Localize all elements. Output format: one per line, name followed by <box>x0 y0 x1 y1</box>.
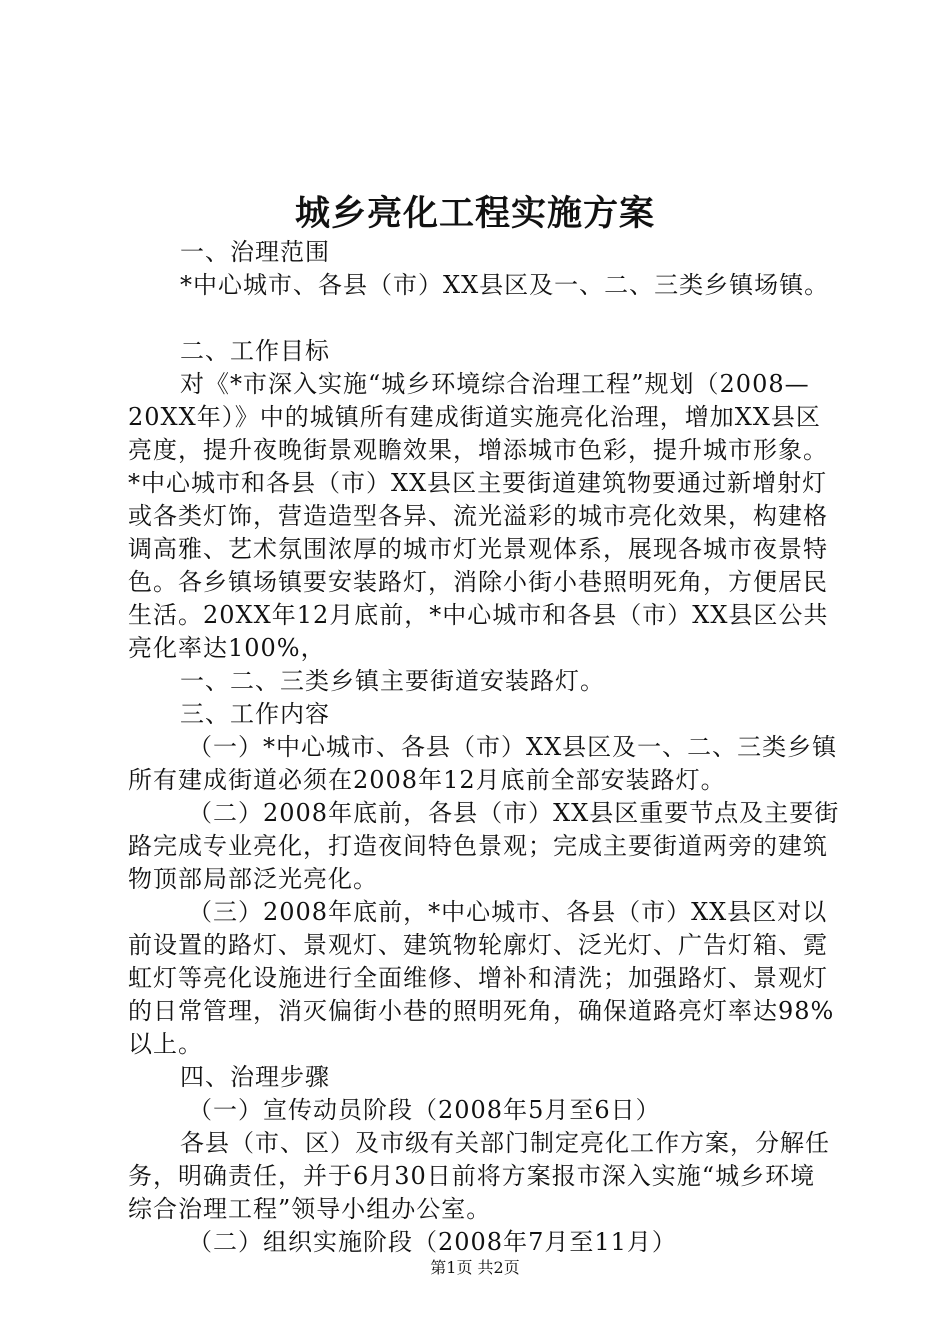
paragraph-gap <box>128 302 840 335</box>
page-footer: 第1页 共2页 <box>430 1258 520 1277</box>
paragraph-goals: 对《*市深入实施“城乡环境综合治理工程”规划（2008—20XX年）》中的城镇所有建成街道实施亮化治理，增加XX县区亮度，提升夜晚街景观瞻效果，增添城市色彩，提升城市形象。*中心城市和各县（市）XX县区主要街道建筑物要通过新增射灯或各类灯饰，营造造型各异、流光溢彩的城市亮化效果，构建格调高雅、艺术氛围浓厚的城市灯光景观体系，展现各城市夜景特色。各乡镇场镇要安装路灯，消除小街小巷照明死角，方便居民生活。20XX年12月底前，*中心城市和各县（市）XX县区公共亮化率达100%， <box>128 370 829 662</box>
paragraph-scope: *中心城市、各县（市）XX县区及一、二、三类乡镇场镇。 <box>180 271 830 299</box>
section-heading-scope: 一、治理范围 <box>180 238 330 266</box>
document-title: 城乡亮化工程实施方案 <box>294 193 655 234</box>
paragraph-step-1: 各县（市、区）及市级有关部门制定亮化工作方案，分解任务，明确责任，并于6月30日前将方案报市深入实施“城乡环境综合治理工程”领导小组办公室。 <box>128 1129 830 1223</box>
paragraph-step-2-heading: （二）组织实施阶段（2008年7月至11月） <box>188 1228 677 1256</box>
paragraph-content-1: （一）*中心城市、各县（市）XX县区及一、二、三类乡镇所有建成街道必须在2008年12月底前全部安装路灯。 <box>128 733 838 794</box>
section-heading-steps: 四、治理步骤 <box>180 1063 330 1091</box>
paragraph-content-3: （三）2008年底前，*中心城市、各县（市）XX县区对以前设置的路灯、景观灯、建筑物轮廓灯、泛光灯、广告灯箱、霓虹灯等亮化设施进行全面维修、增补和清洗；加强路灯、景观灯的日常管理，消灭偏街小巷的照明死角，确保道路亮灯率达98%以上。 <box>128 898 835 1058</box>
paragraph-step-1-heading: （一）宣传动员阶段（2008年5月至6日） <box>188 1096 661 1124</box>
paragraph-content-2: （二）2008年底前，各县（市）XX县区重要节点及主要街路完成专业亮化，打造夜间特色景观；完成主要街道两旁的建筑物顶部局部泛光亮化。 <box>128 799 840 893</box>
section-heading-goals: 二、工作目标 <box>180 337 330 365</box>
paragraph-goals-streetlights: 一、二、三类乡镇主要街道安装路灯。 <box>180 667 605 695</box>
section-heading-content: 三、工作内容 <box>180 700 330 728</box>
document-body <box>128 236 840 1259</box>
